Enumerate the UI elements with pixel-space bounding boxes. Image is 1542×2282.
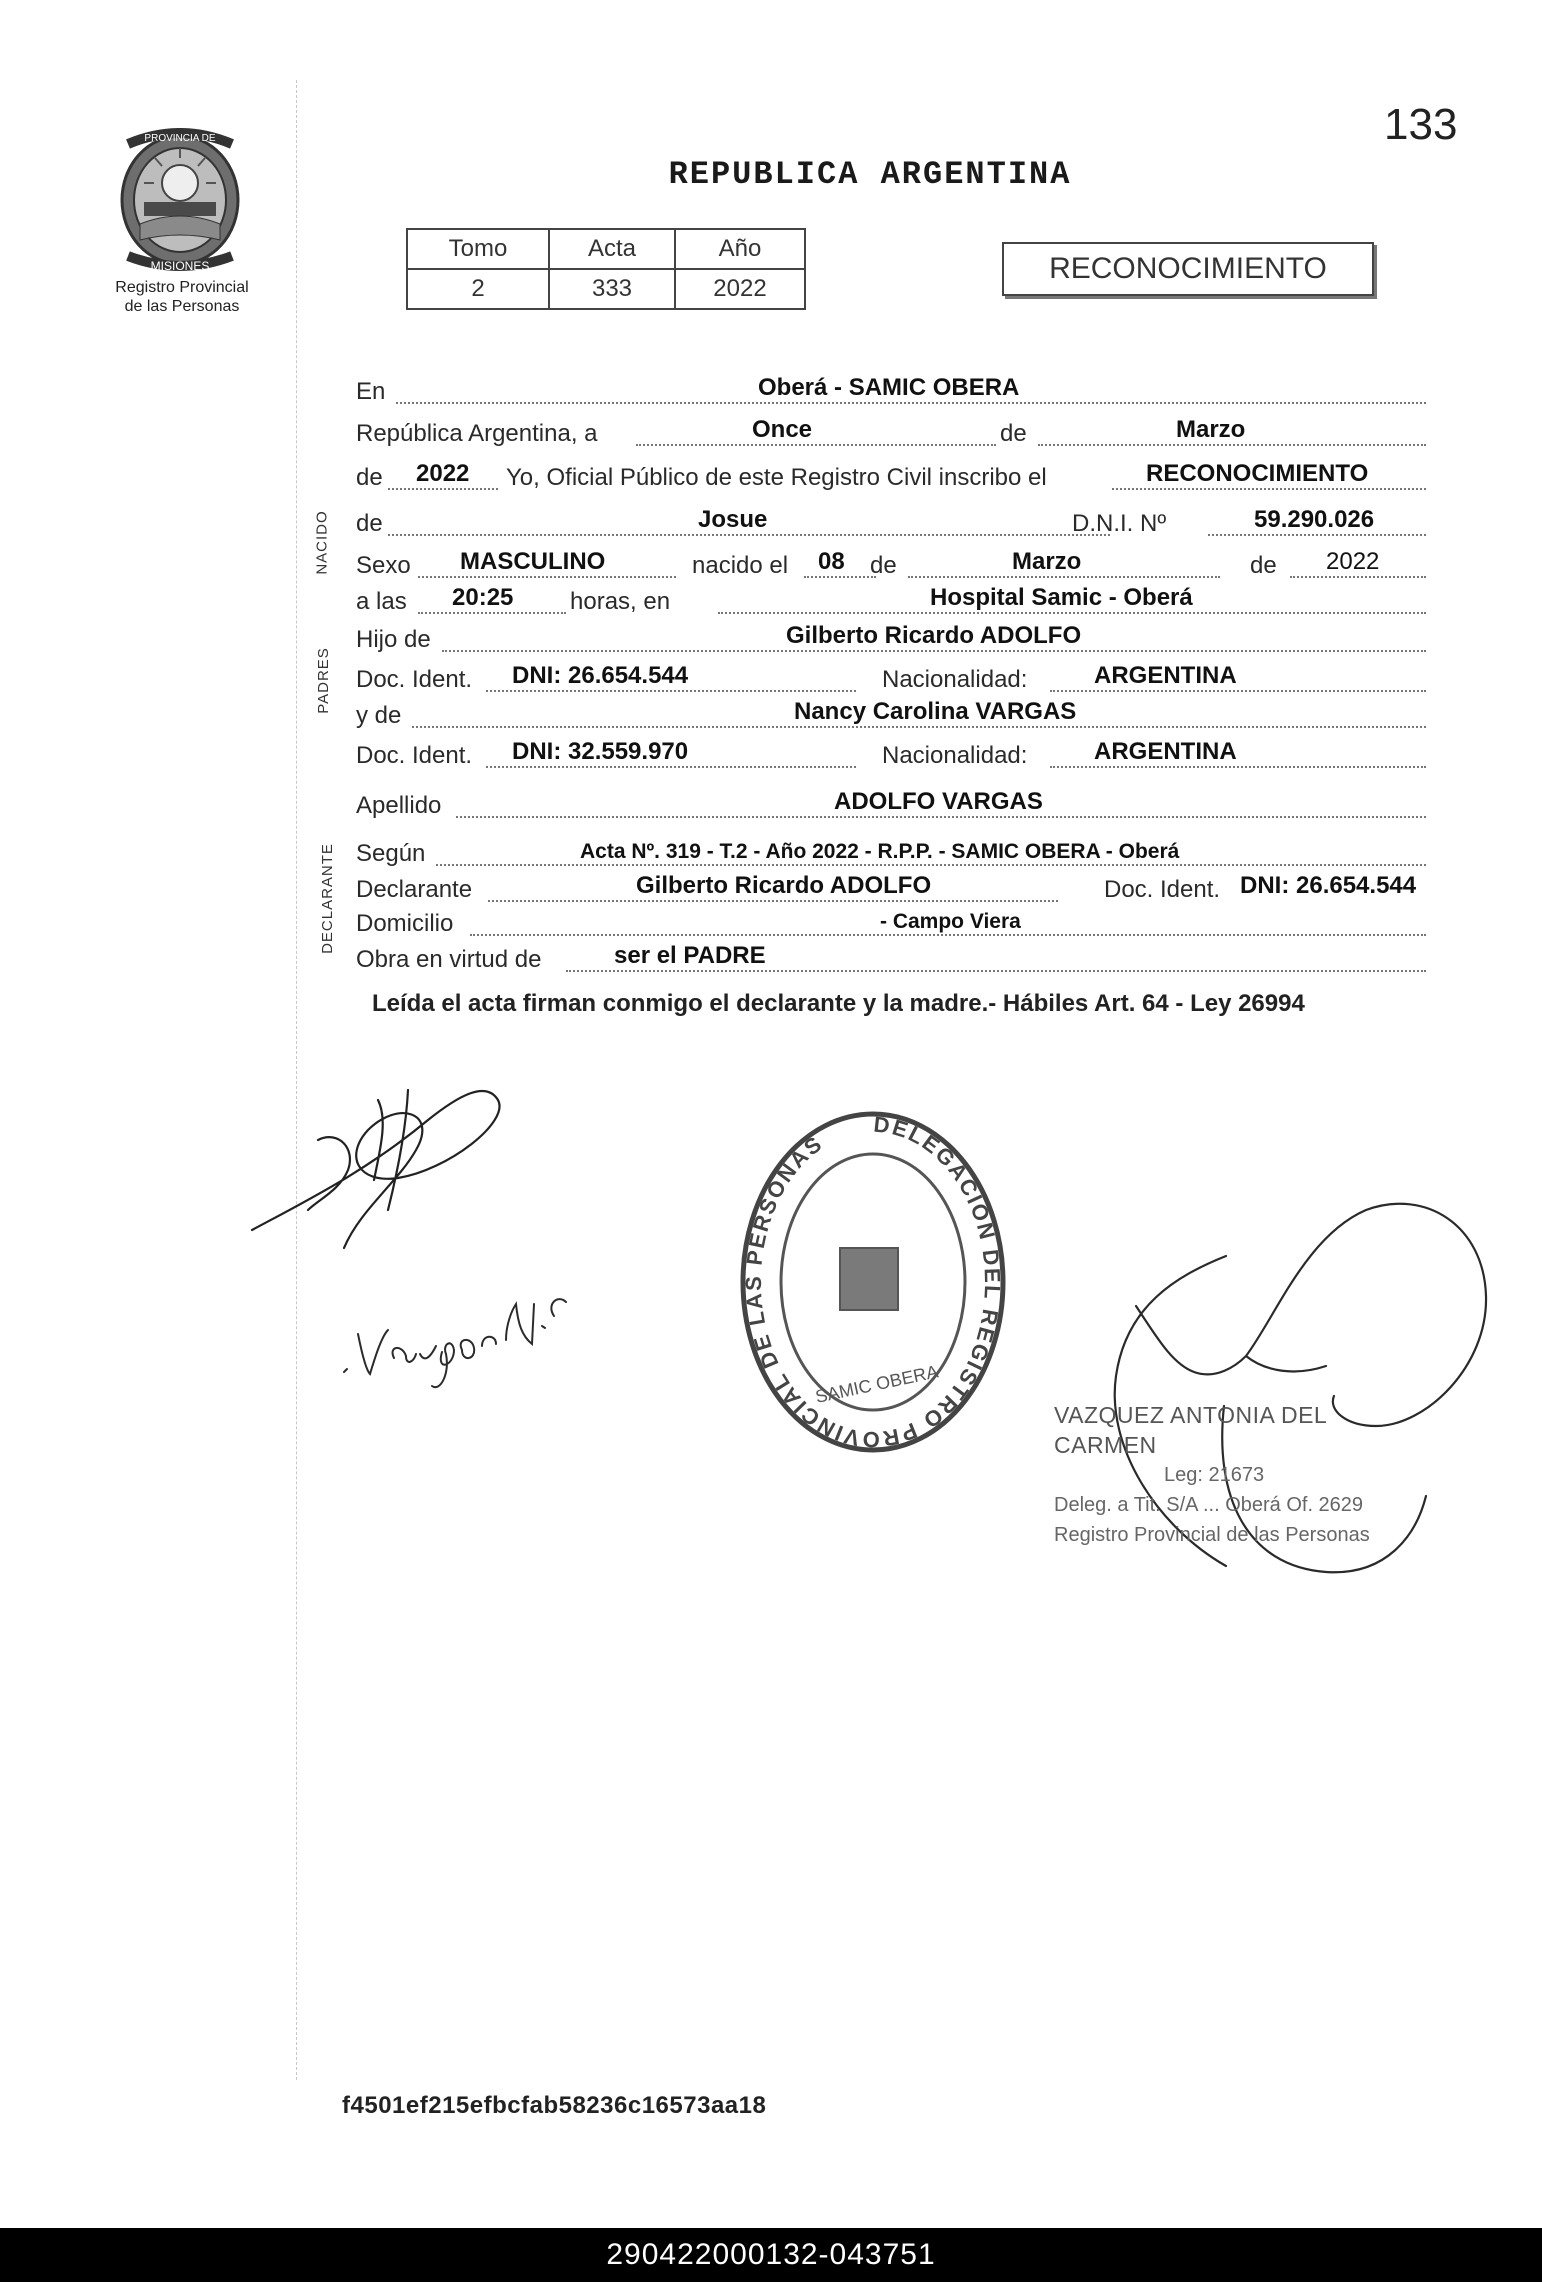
officer-registry: Registro Provincial de las Personas <box>1054 1524 1370 1546</box>
doc-ident2-label: Doc. Ident. <box>356 742 473 769</box>
apellido-label: Apellido <box>356 792 442 819</box>
dotted-line <box>418 612 566 614</box>
document-hash: f4501ef215efbcfab58236c16573aa18 <box>342 2092 767 2119</box>
row-father-doc <box>356 660 1436 696</box>
mother-name-value: Nancy Carolina VARGAS <box>794 698 1077 725</box>
row-segun <box>356 834 1436 870</box>
row-obra <box>356 940 1436 976</box>
sexo-value: MASCULINO <box>460 548 606 575</box>
dotted-line <box>456 816 1426 818</box>
father-name-value: Gilberto Ricardo ADOLFO <box>786 622 1082 649</box>
doc-ident-label: Doc. Ident. <box>356 666 473 693</box>
father-doc-value: DNI: 26.654.544 <box>512 662 689 689</box>
row-name <box>356 504 1436 540</box>
day-value: Once <box>752 416 813 443</box>
mother-nationality-value: ARGENTINA <box>1094 738 1237 765</box>
svg-text:SAMIC OBERA: SAMIC OBERA <box>813 1361 940 1407</box>
horas-label: horas, en <box>570 588 671 615</box>
month-value: Marzo <box>1176 416 1246 443</box>
row-sex <box>356 546 1436 582</box>
dotted-line <box>388 488 498 490</box>
page-number: 133 <box>1384 100 1458 149</box>
yde-label: y de <box>356 702 402 729</box>
segun-label: Según <box>356 840 426 867</box>
row-domicilio <box>356 904 1436 940</box>
anio-value: 2022 <box>675 269 805 309</box>
dotted-line <box>470 934 1426 936</box>
dotted-line <box>436 864 1426 866</box>
svg-text:PROVINCIA DE: PROVINCIA DE <box>144 133 216 144</box>
reference-table <box>406 228 806 310</box>
record-type-box: RECONOCIMIENTO <box>1002 242 1374 296</box>
officer-name: VAZQUEZ ANTONIA DEL CARMEN <box>1054 1402 1327 1458</box>
dotted-line <box>442 650 1426 652</box>
dotted-line <box>908 576 1220 578</box>
declarante-value: Gilberto Ricardo ADOLFO <box>636 872 932 899</box>
officer-leg: Leg: 21673 <box>1164 1464 1265 1486</box>
registry-name-line2: de las Personas <box>124 298 240 315</box>
apellido-value: ADOLFO VARGAS <box>834 788 1043 815</box>
acta-value: 333 <box>549 269 675 309</box>
dotted-line <box>418 576 676 578</box>
hijo-label: Hijo de <box>356 626 431 653</box>
row-mother <box>356 696 1436 732</box>
birth-day-value: 08 <box>818 548 845 575</box>
row-year <box>356 458 1436 494</box>
en-label: En <box>356 378 386 405</box>
birth-de2-label: de <box>1250 552 1277 579</box>
domicilio-label: Domicilio <box>356 910 454 937</box>
dni-label: D.N.I. Nº <box>1072 510 1167 537</box>
dotted-line <box>486 690 856 692</box>
closing-statement: Leída el acta firman conmigo el declarante y la madre.- Hábiles Art. 64 - Ley 26994 <box>372 990 1305 1017</box>
mother-signature <box>336 1254 576 1394</box>
anio-header: Año <box>675 229 805 269</box>
section-label-declarant: DECLARANTE <box>318 843 336 954</box>
father-nationality-value: ARGENTINA <box>1094 662 1237 689</box>
declarante-label: Declarante <box>356 876 473 903</box>
name-de-label: de <box>356 510 383 537</box>
republica-label: República Argentina, a <box>356 420 598 447</box>
tomo-header: Tomo <box>407 229 549 269</box>
row-en <box>356 372 1436 408</box>
nacido-label: nacido el <box>692 552 789 579</box>
dotted-line <box>1038 444 1426 446</box>
birth-de-label: de <box>870 552 897 579</box>
en-value: Oberá - SAMIC OBERA <box>758 374 1020 401</box>
nacionalidad-label: Nacionalidad: <box>882 666 1028 693</box>
birth-year-value: 2022 <box>1326 548 1380 575</box>
dotted-line <box>396 402 1426 404</box>
obra-label: Obra en virtud de <box>356 946 542 973</box>
child-name-value: Josue <box>698 506 768 533</box>
domicilio-value: - Campo Viera <box>880 910 1021 933</box>
dotted-line <box>488 900 1058 902</box>
svg-text:DELEGACION DEL REGISTRO PROVIN: DELEGACION DEL REGISTRO PROVINCIAL DE LAS PERSONAS <box>740 1111 1006 1453</box>
dotted-line <box>1208 534 1426 536</box>
dotted-line <box>412 726 1426 728</box>
footer-code-bar: 290422000132-043751 <box>0 2228 1542 2282</box>
de-label: de <box>1000 420 1027 447</box>
dotted-line <box>1050 690 1426 692</box>
row-father <box>356 620 1436 656</box>
year-de-label: de <box>356 464 383 491</box>
officer-role: Deleg. a Tit. S/A ... Oberá Of. 2629 <box>1054 1494 1364 1516</box>
row-surname <box>356 786 1436 822</box>
record-value: RECONOCIMIENTO <box>1146 460 1369 487</box>
dotted-line <box>1290 576 1426 578</box>
official-stamp <box>728 1098 1018 1478</box>
declarant-signature <box>248 1060 518 1260</box>
row-date <box>356 414 1436 450</box>
birth-place-value: Hospital Samic - Oberá <box>930 584 1193 611</box>
child-dni-value: 59.290.026 <box>1254 506 1375 533</box>
declarante-doc-label: Doc. Ident. <box>1104 876 1221 903</box>
birth-month-value: Marzo <box>1012 548 1082 575</box>
declarante-doc-value: DNI: 26.654.544 <box>1240 872 1417 899</box>
segun-value: Acta Nº. 319 - T.2 - Año 2022 - R.P.P. - SAMIC OBERA - Oberá <box>580 840 1180 863</box>
svg-text:MISIONES: MISIONES <box>150 259 210 273</box>
time-value: 20:25 <box>452 584 514 611</box>
row-time <box>356 582 1436 618</box>
dotted-line <box>566 970 1426 972</box>
section-label-parents: PADRES <box>314 647 332 714</box>
yo-text: Yo, Oficial Público de este Registro Civil inscribo el <box>506 464 1047 491</box>
section-label-born: NACIDO <box>313 510 331 575</box>
dotted-line <box>636 444 996 446</box>
dotted-line <box>718 612 1426 614</box>
misiones-coat-of-arms-logo <box>110 128 250 278</box>
dotted-line <box>388 534 1110 536</box>
officer-stamp-text <box>1054 1400 1434 1550</box>
row-declarant <box>356 870 1436 906</box>
dotted-line <box>804 576 876 578</box>
sexo-label: Sexo <box>356 552 411 579</box>
dotted-line <box>1112 488 1426 490</box>
row-mother-doc <box>356 736 1436 772</box>
tomo-value: 2 <box>407 269 549 309</box>
dotted-line <box>1050 766 1426 768</box>
registry-name-line1: Registro Provincial <box>115 279 249 296</box>
nacionalidad2-label: Nacionalidad: <box>882 742 1028 769</box>
year-value: 2022 <box>416 460 470 487</box>
obra-value: ser el PADRE <box>614 942 766 969</box>
dotted-line <box>486 766 856 768</box>
acta-header: Acta <box>549 229 675 269</box>
alas-label: a las <box>356 588 407 615</box>
mother-doc-value: DNI: 32.559.970 <box>512 738 689 765</box>
document-title: REPUBLICA ARGENTINA <box>668 156 1072 193</box>
registry-name <box>82 278 282 316</box>
